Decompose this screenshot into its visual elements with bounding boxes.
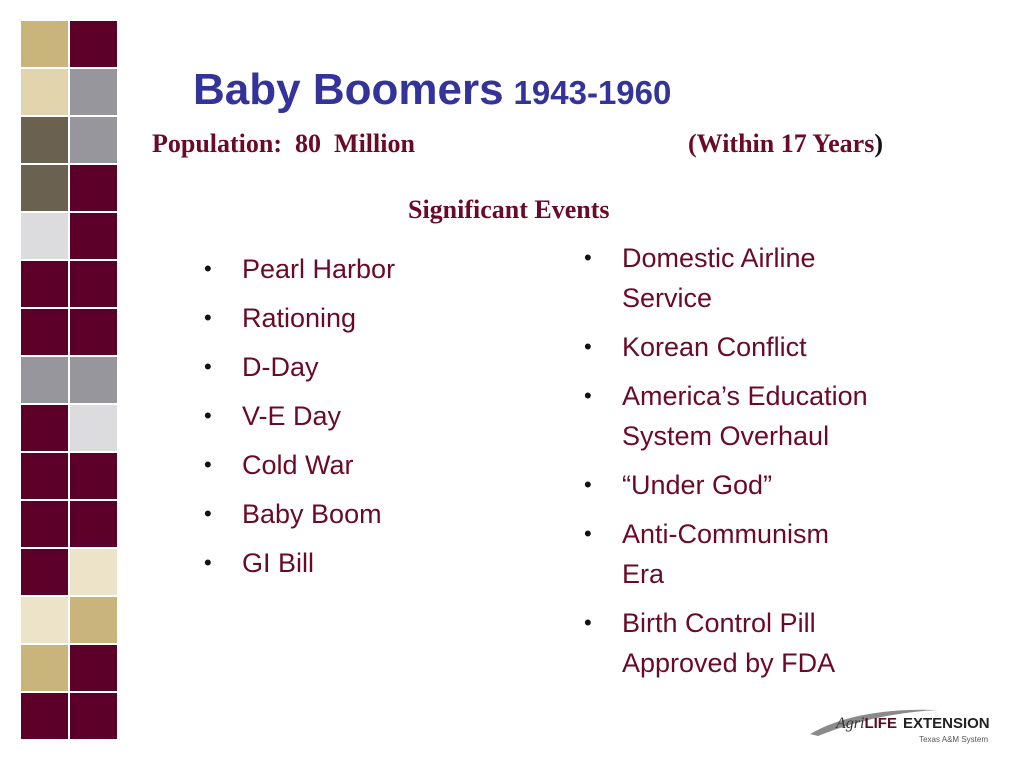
event-label-line: Anti-Communism — [622, 519, 830, 549]
slide-title — [193, 65, 672, 114]
mosaic-tile — [70, 21, 117, 67]
population-label: Population: 80 Million — [152, 129, 415, 158]
significant-events-heading: Significant Events — [408, 195, 610, 224]
mosaic-tile — [70, 117, 117, 163]
bullet-icon: • — [204, 305, 212, 330]
bullet-icon: • — [204, 452, 212, 477]
mosaic-tile — [70, 597, 117, 643]
event-label-line: Approved by FDA — [622, 648, 836, 678]
decorative-mosaic — [21, 21, 117, 739]
mosaic-tile — [21, 597, 68, 643]
mosaic-tile — [70, 453, 117, 499]
mosaic-tile — [70, 69, 117, 115]
title-years: 1943-1960 — [513, 74, 672, 111]
event-label-line: Era — [622, 559, 665, 589]
event-label: V-E Day — [242, 401, 342, 431]
logo-extension: EXTENSION — [902, 715, 990, 732]
mosaic-tile — [21, 405, 68, 451]
bullet-icon: • — [584, 521, 592, 546]
bullet-icon: • — [584, 610, 592, 635]
event-label: D-Day — [242, 352, 319, 382]
mosaic-tile — [21, 69, 68, 115]
bullet-icon: • — [584, 472, 592, 497]
mosaic-tile — [70, 309, 117, 355]
event-label-line: Domestic Airline — [622, 243, 816, 273]
bullet-icon: • — [204, 501, 212, 526]
event-list-item — [200, 396, 395, 436]
event-label-line: System Overhaul — [622, 421, 830, 451]
right-events-list — [580, 238, 940, 692]
event-label-line: Birth Control Pill — [622, 608, 816, 638]
mosaic-tile — [70, 261, 117, 307]
mosaic-tile — [21, 117, 68, 163]
event-list-item — [580, 327, 940, 367]
mosaic-tile — [70, 693, 117, 739]
mosaic-tile — [70, 213, 117, 259]
agrilife-extension-logo — [808, 700, 998, 750]
event-label: Cold War — [242, 450, 354, 480]
event-list-item — [580, 465, 940, 505]
bullet-icon: • — [584, 245, 592, 270]
title-main: Baby Boomers — [193, 65, 504, 114]
mosaic-tile — [21, 21, 68, 67]
mosaic-tile — [70, 405, 117, 451]
bullet-icon: • — [584, 334, 592, 359]
mosaic-tile — [70, 501, 117, 547]
mosaic-tile — [21, 453, 68, 499]
within-years-label — [688, 129, 883, 159]
event-list-item — [200, 249, 395, 289]
mosaic-tile — [21, 309, 68, 355]
bullet-icon: • — [204, 550, 212, 575]
logo-agri: Agri — [836, 715, 865, 732]
bullet-icon: • — [584, 383, 592, 408]
mosaic-tile — [70, 165, 117, 211]
event-label-line: Service — [622, 283, 713, 313]
event-list-item — [580, 603, 940, 683]
mosaic-tile — [21, 165, 68, 211]
event-label: Rationing — [242, 303, 357, 333]
event-list-item — [200, 543, 395, 583]
mosaic-tile — [21, 213, 68, 259]
event-label: Baby Boom — [242, 499, 382, 529]
mosaic-tile — [70, 645, 117, 691]
within-years-close: ) — [874, 129, 884, 158]
bullet-icon: • — [204, 403, 212, 428]
mosaic-tile — [70, 549, 117, 595]
event-list-item — [200, 445, 395, 485]
bullet-icon: • — [204, 354, 212, 379]
event-list-item — [580, 376, 940, 456]
event-label: Pearl Harbor — [242, 254, 396, 284]
event-list-item — [200, 494, 395, 534]
event-list-item — [580, 238, 940, 318]
mosaic-tile — [21, 693, 68, 739]
event-label-line: Korean Conflict — [622, 332, 807, 362]
event-list-item — [580, 514, 940, 594]
logo-subtitle: Texas A&M System — [919, 735, 988, 744]
mosaic-tile — [70, 357, 117, 403]
bullet-icon: • — [204, 256, 212, 281]
mosaic-tile — [21, 357, 68, 403]
mosaic-tile — [21, 261, 68, 307]
event-label-line: “Under God” — [622, 470, 773, 500]
within-years-text: (Within 17 Years — [688, 129, 875, 158]
event-label: GI Bill — [242, 548, 315, 578]
mosaic-tile — [21, 645, 68, 691]
event-list-item — [200, 298, 395, 338]
mosaic-tile — [21, 501, 68, 547]
event-label-line: America’s Education — [622, 381, 868, 411]
left-events-list — [200, 249, 395, 592]
mosaic-tile — [21, 549, 68, 595]
event-list-item — [200, 347, 395, 387]
logo-life: LIFE — [864, 715, 897, 732]
logo-text — [836, 715, 990, 733]
